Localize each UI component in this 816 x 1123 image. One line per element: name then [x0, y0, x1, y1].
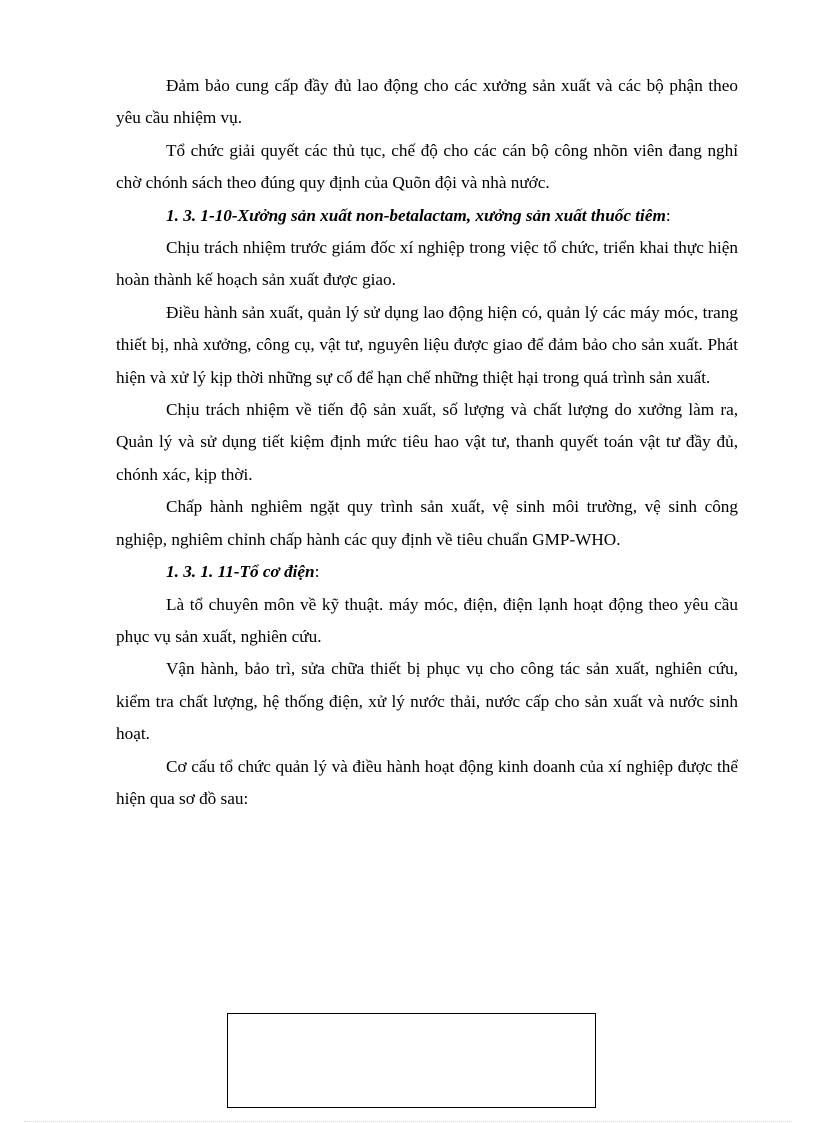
paragraph-gmp-compliance: Chấp hành nghiêm ngặt quy trình sản xuất, vệ sinh môi trường, vệ sinh công nghiệp, nghiêm chỉnh chấp hành các quy định về tiêu chuẩn GMP-WHO.: [116, 497, 738, 549]
heading-workshop-section: [116, 200, 738, 232]
paragraph-policy-procedures: Tổ chức giải quyết các thủ tục, chế độ cho các cán bộ công nhõn viên đang nghỉ chờ chónh sách theo đúng quy định của Quõn đội và nhà nước.: [116, 140, 738, 193]
heading-workshop-text: 1. 3. 1-10-Xưởng sản xuất non-betalactam, xưởng sản xuất thuốc tiêm: [166, 205, 666, 225]
paragraph-progress-quality: Chịu trách nhiệm về tiến độ sản xuất, số lượng và chất lượng do xưởng làm ra, Quản lý và sử dụng tiết kiệm định mức tiêu hao vật tư, thanh quyết toán vật tư đầy đủ, chónh xác, kịp thời.: [116, 400, 738, 484]
heading-workshop-colon: :: [665, 205, 671, 225]
paragraph-production-management: Điều hành sản xuất, quản lý sử dụng lao động hiện có, quản lý các máy móc, trang thiết bị, nhà xưởng, công cụ, vật tư, nguyên liệu được giao để đảm bảo cho sản xuất. Phát hiện và xử lý kịp thời những sự cố để hạn chế những thiệt hại trong quá trình sản xuất.: [116, 302, 738, 387]
heading-electrical-colon: :: [314, 562, 320, 582]
heading-electrical-text: 1. 3. 1. 11-Tổ cơ điện: [166, 562, 315, 582]
paragraph-org-structure-intro: Cơ cấu tổ chức quản lý và điều hành hoạt động kinh doanh của xí nghiệp được thể hiện qua sơ đồ sau:: [116, 756, 738, 808]
paragraph-workshop-responsibility: Chịu trách nhiệm trước giám đốc xí nghiệp trong việc tổ chức, triển khai thực hiện hoàn thành kế hoạch sản xuất được giao.: [116, 238, 738, 290]
document-body: [116, 70, 738, 815]
org-chart-top-box: [227, 1013, 596, 1108]
heading-electrical-team: [116, 556, 738, 588]
paragraph-labor-supply: Đảm bảo cung cấp đầy đủ lao động cho các xưởng sản xuất và các bộ phận theo yêu cầu nhiệm vụ.: [116, 76, 738, 128]
paragraph-electrical-role: Là tổ chuyên môn về kỹ thuật. máy móc, điện, điện lạnh hoạt động theo yêu cầu phục vụ sản xuất, nghiên cứu.: [116, 594, 738, 646]
paragraph-maintenance: Vận hành, bảo trì, sửa chữa thiết bị phục vụ cho công tác sản xuất, nghiên cứu, kiểm tra chất lượng, hệ thống điện, xử lý nước thải, nước cấp cho sản xuất và nước sinh hoạt.: [116, 659, 738, 744]
page-bottom-edge: [24, 1121, 792, 1122]
